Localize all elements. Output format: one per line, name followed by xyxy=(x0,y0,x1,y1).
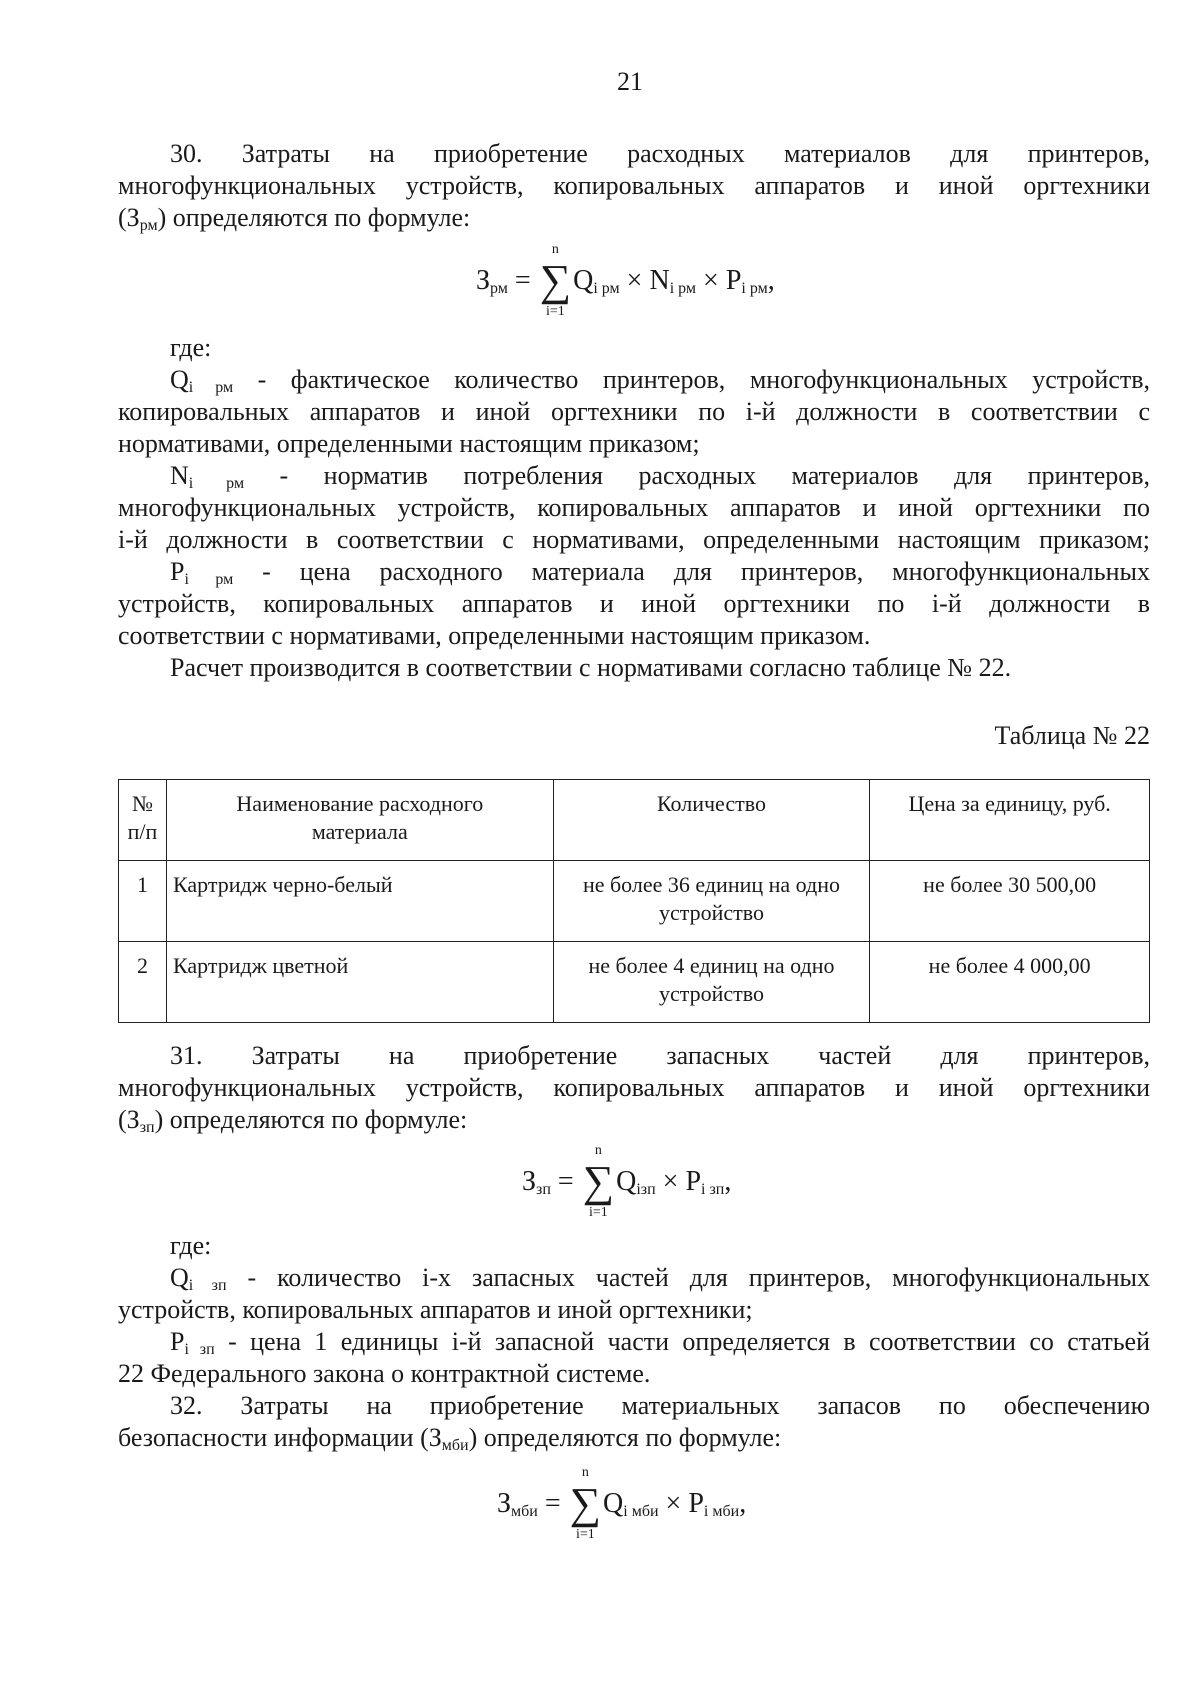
section-30-definitions xyxy=(118,332,1150,684)
text-line: многофункциональных устройств, копировальных аппаратов и иной оргтехники по xyxy=(118,493,1150,522)
page-number: 21 xyxy=(617,67,643,96)
header-name: Наименование расходного материала xyxy=(166,780,553,861)
text-line: многофункциональных устройств, копировальных аппаратов и иной оргтехники xyxy=(118,1073,1150,1102)
table-22 xyxy=(118,779,1150,1023)
text-line: $Q_{i рм}$ - фактическое количество принтеров, многофункциональных устройств, xyxy=(170,365,1151,396)
text-line: 32. Затраты на приобретение материальных запасов по обеспечению xyxy=(170,1391,1150,1420)
text-line: $(З_{зп})$ определяются по формуле: xyxy=(118,1105,468,1136)
text-line: 31. Затраты на приобретение запасных частей для принтеров, xyxy=(170,1041,1150,1070)
formula-32: $З_{мби}$ = n ∑ i=1 $Q_{i мби} \times P_{i мби}$, xyxy=(497,1465,747,1542)
cell-number: 1 xyxy=(119,861,167,942)
section-32-intro xyxy=(118,1390,1150,1454)
section-30-intro xyxy=(118,138,1150,234)
cell-number: 2 xyxy=(119,942,167,1023)
text-line: копировальных аппаратов и иной оргтехники по i-й должности в соответствии с xyxy=(118,397,1150,426)
text-line: $P_{i рм}$ - цена расходного материала для принтеров, многофункциональных xyxy=(170,557,1151,588)
formula-30: $З_{рм}$ = n ∑ i=1 $Q_{i рм} \times N_{i рм} \times P_{i рм}$, xyxy=(476,242,775,319)
text-line: $(З_{рм})$ определяются по формуле: xyxy=(118,203,471,234)
text-line: $P_{i зп}$ - цена 1 единицы i-й запасной части определяется в соответствии со статьей xyxy=(170,1327,1151,1358)
where-label: где: xyxy=(170,333,212,362)
text-line: устройств, копировальных аппаратов и иной оргтехники; xyxy=(118,1295,753,1324)
text-line: многофункциональных устройств, копировальных аппаратов и иной оргтехники xyxy=(118,171,1150,200)
text-line: нормативами, определенными настоящим приказом; xyxy=(118,429,700,458)
text-line: безопасности информации $(З_{мби})$ определяются по формуле: xyxy=(118,1423,782,1454)
text-line: i-й должности в соответствии с нормативами, определенными настоящим приказом; xyxy=(118,525,1150,554)
sum-symbol: n ∑ i=1 xyxy=(539,242,572,319)
table-header-row xyxy=(119,780,1150,861)
text-line: $Q_{i зп}$ - количество i-х запасных частей для принтеров, многофункциональных xyxy=(170,1263,1151,1294)
sum-symbol: n ∑ i=1 xyxy=(582,1143,615,1220)
cell-name: Картридж черно-белый xyxy=(166,861,553,942)
cell-name: Картридж цветной xyxy=(166,942,553,1023)
cell-price: не более 4 000,00 xyxy=(870,942,1150,1023)
table-row xyxy=(119,942,1150,1023)
cell-quantity: не более 36 единиц на одно устройство xyxy=(553,861,870,942)
table-row xyxy=(119,861,1150,942)
text-line: 22 Федерального закона о контрактной системе. xyxy=(118,1359,651,1388)
section-31-intro xyxy=(118,1040,1150,1136)
text-line: устройств, копировальных аппаратов и иной оргтехники по i-й должности в xyxy=(118,589,1150,618)
header-quantity: Количество xyxy=(553,780,870,861)
header-number: № п/п xyxy=(119,780,167,861)
sum-symbol: n ∑ i=1 xyxy=(569,1465,602,1542)
text-line: соответствии с нормативами, определенными настоящим приказом. xyxy=(118,621,871,650)
header-price: Цена за единицу, руб. xyxy=(870,780,1150,861)
where-label: где: xyxy=(170,1231,212,1260)
table-caption: Таблица № 22 xyxy=(994,721,1150,750)
section-31-definitions xyxy=(118,1230,1150,1390)
text-line: $N_{i рм}$ - норматив потребления расходных материалов для принтеров, xyxy=(170,461,1151,492)
cell-price: не более 30 500,00 xyxy=(870,861,1150,942)
text-line: 30. Затраты на приобретение расходных материалов для принтеров, xyxy=(170,139,1150,168)
cell-quantity: не более 4 единиц на одно устройство xyxy=(553,942,870,1023)
text-line: Расчет производится в соответствии с нормативами согласно таблице № 22. xyxy=(170,653,1012,682)
formula-31: $З_{зп}$ = n ∑ i=1 $Q_{iзп} \times P_{i зп}$, xyxy=(522,1143,732,1220)
